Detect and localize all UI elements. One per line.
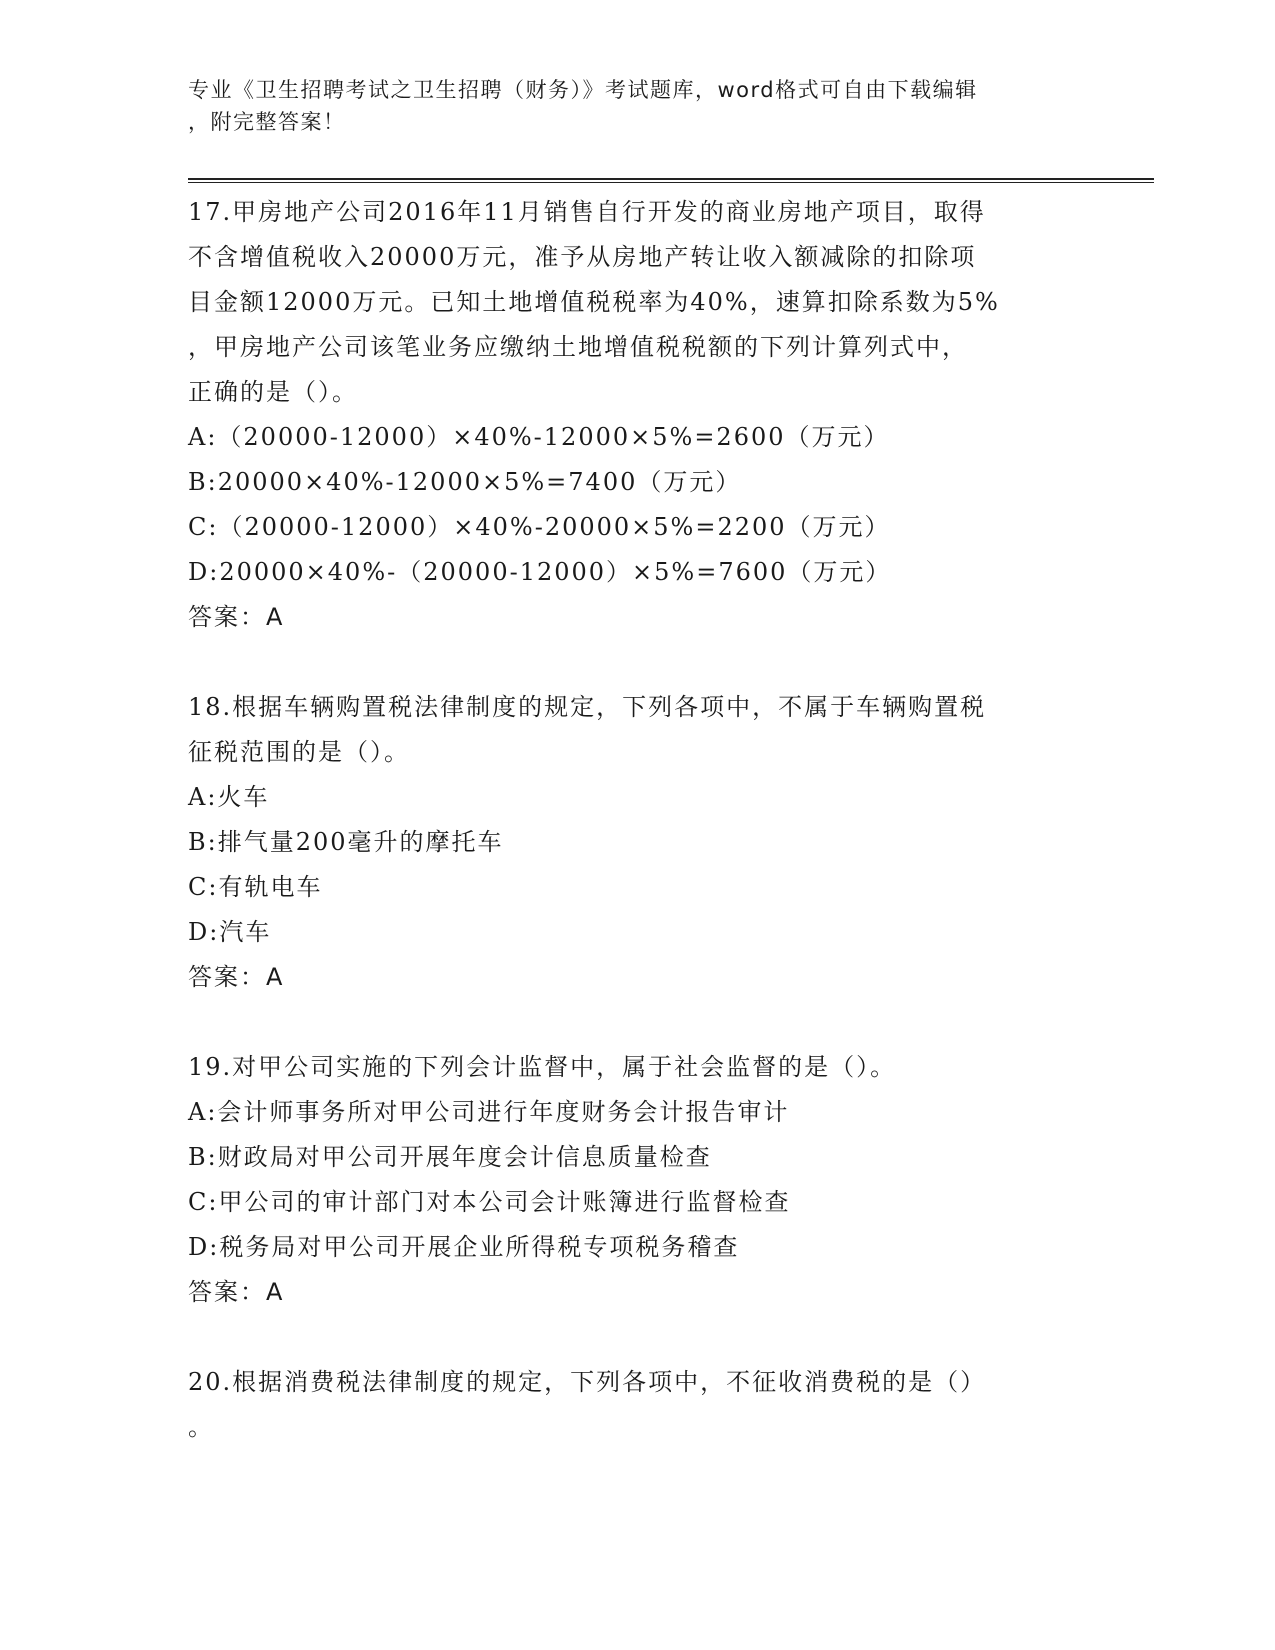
question-text-line: ，甲房地产公司该笔业务应缴纳土地增值税税额的下列计算列式中， — [188, 333, 968, 361]
question-text-line: 正确的是（）。 — [188, 378, 358, 406]
option-d: D:汽车 — [188, 918, 272, 946]
option-a: A:（20000-12000）×40%-12000×5%=2600（万元） — [188, 423, 890, 451]
header-line-1: 专业《卫生招聘考试之卫生招聘（财务）》考试题库，word格式可自由下载编辑 — [188, 78, 978, 102]
option-c: C:（20000-12000）×40%-20000×5%=2200（万元） — [188, 513, 891, 541]
question-text-line: 不含增值税收入20000万元，准予从房地产转让收入额减除的扣除项 — [188, 243, 977, 271]
question-list — [188, 190, 1068, 1450]
question-text-line: 目金额12000万元。已知土地增值税税率为40%，速算扣除系数为5% — [188, 288, 1000, 316]
option-b: B:排气量200毫升的摩托车 — [188, 828, 504, 856]
question-text-line: 。 — [188, 1413, 214, 1441]
question-text-line: 20.根据消费税法律制度的规定，下列各项中，不征收消费税的是（） — [188, 1368, 987, 1396]
question-text-line: 18.根据车辆购置税法律制度的规定，下列各项中，不属于车辆购置税 — [188, 693, 987, 721]
option-c: C:甲公司的审计部门对本公司会计账簿进行监督检查 — [188, 1188, 791, 1216]
option-a: A:火车 — [188, 783, 270, 811]
option-b: B:财政局对甲公司开展年度会计信息质量检查 — [188, 1143, 712, 1171]
question-text-line: 19.对甲公司实施的下列会计监督中，属于社会监督的是（）。 — [188, 1053, 897, 1081]
question-18 — [188, 685, 1068, 1000]
question-20 — [188, 1360, 1068, 1450]
answer-label: 答案：A — [188, 1278, 285, 1306]
question-19 — [188, 1045, 1068, 1315]
option-d: D:20000×40%-（20000-12000）×5%=7600（万元） — [188, 558, 892, 586]
question-text-line: 17.甲房地产公司2016年11月销售自行开发的商业房地产项目，取得 — [188, 198, 986, 226]
answer-label: 答案：A — [188, 603, 285, 631]
option-a: A:会计师事务所对甲公司进行年度财务会计报告审计 — [188, 1098, 790, 1126]
header-divider — [188, 178, 1154, 184]
spacer — [188, 1315, 1068, 1360]
spacer — [188, 640, 1068, 685]
question-text-line: 征税范围的是（）。 — [188, 738, 410, 766]
answer-label: 答案：A — [188, 963, 285, 991]
option-c: C:有轨电车 — [188, 873, 323, 901]
document-header — [188, 74, 1068, 138]
spacer — [188, 1000, 1068, 1045]
option-b: B:20000×40%-12000×5%=7400（万元） — [188, 468, 742, 496]
header-line-2: ，附完整答案！ — [188, 110, 346, 134]
option-d: D:税务局对甲公司开展企业所得税专项税务稽查 — [188, 1233, 740, 1261]
question-17 — [188, 190, 1068, 640]
